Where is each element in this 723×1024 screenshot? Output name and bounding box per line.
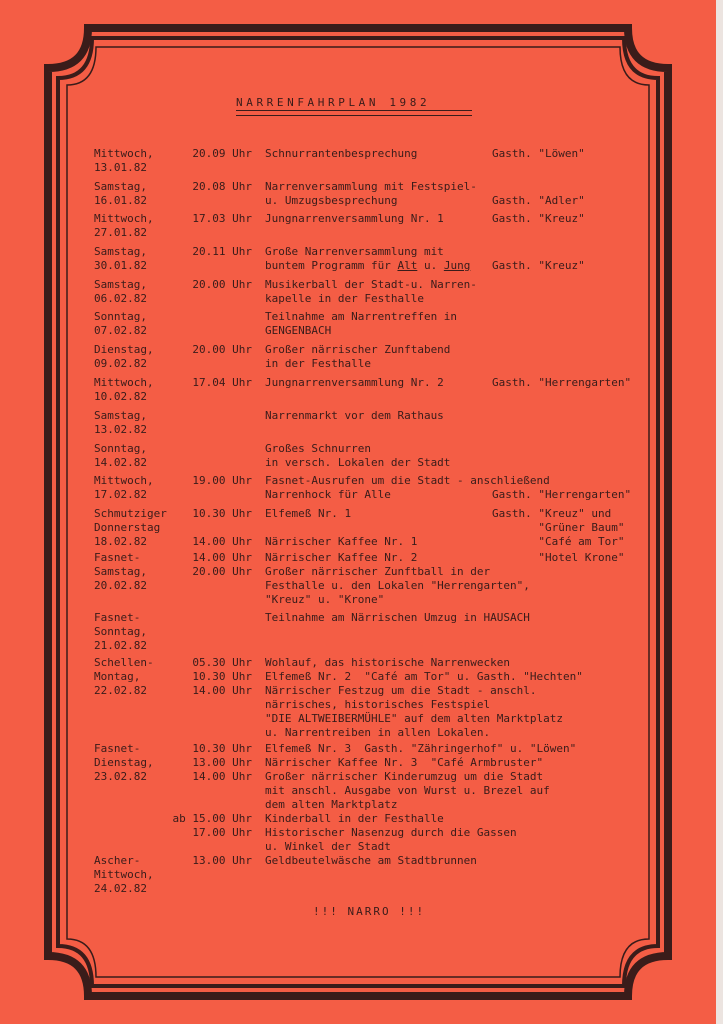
event-description-line: Fasnet-Ausrufen um die Stadt - anschließend [265, 474, 550, 487]
event-date-line: Fasnet- [94, 611, 141, 624]
event-time [168, 656, 252, 698]
event-time-line [168, 521, 252, 535]
event-time-line: 14.00 Uhr [192, 684, 252, 697]
event-description [265, 442, 495, 470]
event-date-line: Samstag, [94, 180, 147, 193]
event-date-line: 18.02.82 [94, 535, 147, 548]
event-description-line: mit anschl. Ausgabe von Wurst u. Brezel auf [265, 784, 550, 797]
event-date-line: Sonntag, [94, 442, 147, 455]
event-description-line: Narrenmarkt vor dem Rathaus [265, 409, 444, 422]
event-description [265, 343, 495, 371]
event-description [265, 656, 583, 740]
event-description-line: in versch. Lokalen der Stadt [265, 456, 451, 469]
event-date-line: Donnerstag [94, 521, 161, 534]
event-description-line: Elfemeß Nr. 3 Gasth. "Zähringerhof" u. "Löwen" [265, 742, 577, 755]
event-description-line: u. Winkel der Stadt [265, 840, 391, 853]
event-description-line: Großer närrischer Zunftabend [265, 343, 451, 356]
event-time-line: 10.30 Uhr [192, 670, 252, 683]
event-time-line: 17.00 Uhr [192, 826, 252, 839]
event-venue-line [492, 245, 652, 259]
event-time-line: 14.00 Uhr [192, 535, 252, 548]
event-time [168, 180, 252, 194]
event-description-line: dem alten Marktplatz [265, 798, 398, 811]
event-date-line: Samstag, [94, 409, 147, 422]
event-venue-line: Gasth. "Kreuz" und [492, 507, 612, 520]
event-time [168, 245, 252, 259]
event-venue-line: Gasth. "Kreuz" [492, 259, 585, 272]
event-venue [492, 474, 652, 502]
event-description-line: Große Narrenversammlung mit [265, 245, 444, 258]
event-date-line: 24.02.82 [94, 882, 147, 895]
event-date-line: 16.01.82 [94, 194, 147, 207]
event-venue-line [492, 180, 652, 194]
event-venue-line: "Grüner Baum" [492, 521, 625, 534]
paper-edge [716, 0, 723, 1024]
event-description-line: "Kreuz" u. "Krone" [265, 593, 385, 606]
event-description-line: Narrenversammlung mit Festspiel- [265, 180, 477, 193]
event-venue [492, 180, 652, 208]
event-date-line: Schmutziger [94, 507, 167, 520]
event-venue-line: Gasth. "Herrengarten" [492, 488, 632, 501]
event-time-line: 20.11 Uhr [192, 245, 252, 258]
event-description-line: Schnurrantenbesprechung [265, 147, 418, 160]
event-description-line: närrisches, historisches Festspiel [265, 698, 491, 711]
event-date-line: 20.02.82 [94, 579, 147, 592]
event-date [94, 611, 186, 653]
event-description-line: "DIE ALTWEIBERMÜHLE" auf dem alten Marktplatz [265, 712, 564, 725]
event-description [265, 409, 495, 423]
event-description-line: Historischer Nasenzug durch die Gassen [265, 826, 517, 839]
event-description [265, 854, 495, 868]
event-description-line: Festhalle u. den Lokalen "Herrengarten", [265, 579, 530, 592]
event-description-line: Närrischer Festzug um die Stadt - anschl. [265, 684, 537, 697]
event-date-line: 06.02.82 [94, 292, 147, 305]
event-venue-line: Gasth. "Adler" [492, 194, 585, 207]
event-time-line: 20.00 Uhr [192, 278, 252, 291]
event-venue-line: Gasth. "Herrengarten" [492, 376, 632, 389]
event-time [168, 343, 252, 357]
event-description-line: Jungnarrenversammlung Nr. 1 [265, 212, 444, 225]
event-date-line: 30.01.82 [94, 259, 147, 272]
underlined-word: Jung [443, 259, 471, 272]
event-date-line: Dienstag, [94, 343, 154, 356]
event-description-line: Teilnahme am Narrentreffen in [265, 310, 458, 323]
event-time [168, 551, 252, 579]
event-date-line: 07.02.82 [94, 324, 147, 337]
event-description-line [265, 521, 495, 535]
underlined-word: Alt [397, 259, 418, 272]
event-date-line: Mittwoch, [94, 474, 154, 487]
event-date-line: 23.02.82 [94, 770, 147, 783]
event-description-line: Närrischer Kaffee Nr. 3 "Café Armbruster" [265, 756, 544, 769]
event-date-line: Mittwoch, [94, 212, 154, 225]
event-time-line: 20.08 Uhr [192, 180, 252, 193]
event-date-line: Sonntag, [94, 310, 147, 323]
event-date-line: Fasnet- [94, 742, 141, 755]
event-date-line: 14.02.82 [94, 456, 147, 469]
event-time-line: 10.30 Uhr [192, 742, 252, 755]
event-date-line: 17.02.82 [94, 488, 147, 501]
event-date-line: Schellen- [94, 656, 154, 669]
event-description [265, 180, 495, 208]
text-segment: buntem Programm für [265, 259, 398, 272]
event-description-line: Jungnarrenversammlung Nr. 2 [265, 376, 444, 389]
event-description-line: Närrischer Kaffee Nr. 2 [265, 551, 418, 564]
event-time-line: 17.04 Uhr [192, 376, 252, 389]
event-date-line: Mittwoch, [94, 376, 154, 389]
event-description-line: in der Festhalle [265, 357, 371, 370]
event-description [265, 376, 495, 390]
narro-footer: !!! NARRO !!! [313, 905, 426, 918]
event-description [265, 212, 495, 226]
event-description-line: Teilnahme am Närrischen Umzug in HAUSACH [265, 611, 530, 624]
event-time [168, 278, 252, 292]
event-date-line: Mittwoch, [94, 147, 154, 160]
event-date-line: 09.02.82 [94, 357, 147, 370]
event-venue-line: Gasth. "Kreuz" [492, 212, 585, 225]
event-date [94, 409, 186, 437]
event-description-line: Großer närrischer Kinderumzug um die Stadt [265, 770, 544, 783]
event-description [265, 474, 550, 502]
event-description-line [265, 259, 495, 273]
event-time [168, 376, 252, 390]
event-description-line: u. Narrentreiben in allen Lokalen. [265, 726, 491, 739]
page-title: NARRENFAHRPLAN 1982 [236, 96, 431, 109]
event-venue [492, 551, 652, 565]
event-date-line: Samstag, [94, 565, 147, 578]
event-time-line: 17.03 Uhr [192, 212, 252, 225]
event-description [265, 611, 530, 625]
event-description-line: Musikerball der Stadt-u. Narren- [265, 278, 477, 291]
event-venue [492, 507, 652, 549]
event-time-line: ab 15.00 Uhr [172, 812, 252, 825]
event-time [168, 742, 252, 840]
event-date-line: Samstag, [94, 245, 147, 258]
event-date-line: Samstag, [94, 278, 147, 291]
event-description-line: Narrenhock für Alle [265, 488, 391, 501]
event-time-line: 14.00 Uhr [192, 551, 252, 564]
event-time-line: 20.00 Uhr [192, 565, 252, 578]
event-date-line: Sonntag, [94, 625, 147, 638]
event-description-line: Wohlauf, das historische Narrenwecken [265, 656, 511, 669]
event-date-line: Fasnet- [94, 551, 141, 564]
event-date [94, 442, 186, 470]
event-time-line: 20.09 Uhr [192, 147, 252, 160]
event-date-line: Montag, [94, 670, 141, 683]
event-date-line: Mittwoch, [94, 868, 154, 881]
event-description-line: Kinderball in der Festhalle [265, 812, 444, 825]
event-date-line: 27.01.82 [94, 226, 147, 239]
event-time-line: 19.00 Uhr [192, 474, 252, 487]
event-time-line: 10.30 Uhr [192, 507, 252, 520]
event-venue-line: Gasth. "Löwen" [492, 147, 585, 160]
event-venue [492, 147, 652, 161]
event-description [265, 245, 495, 273]
event-time [168, 474, 252, 488]
event-date-line: Dienstag, [94, 756, 154, 769]
event-date-line: Ascher- [94, 854, 141, 867]
event-date-line: 21.02.82 [94, 639, 147, 652]
event-time [168, 854, 252, 868]
event-time [168, 507, 252, 549]
event-time-line: 20.00 Uhr [192, 343, 252, 356]
event-description-line: Geldbeutelwäsche am Stadtbrunnen [265, 854, 477, 867]
event-time-line: 13.00 Uhr [192, 854, 252, 867]
event-venue-line: "Hotel Krone" [492, 551, 625, 564]
event-time [168, 212, 252, 226]
event-date-line: 13.01.82 [94, 161, 147, 174]
event-description [265, 551, 530, 607]
event-date-line: 10.02.82 [94, 390, 147, 403]
event-description [265, 742, 577, 854]
event-description-line: Elfemeß Nr. 2 "Café am Tor" u. Gasth. "Hechten" [265, 670, 583, 683]
event-date-line: 22.02.82 [94, 684, 147, 697]
event-description-line: Großer närrischer Zunftball in der [265, 565, 491, 578]
event-description-line: Großes Schnurren [265, 442, 371, 455]
event-date [94, 310, 186, 338]
event-venue [492, 376, 652, 390]
event-description-line: GENGENBACH [265, 324, 332, 337]
event-time-line: 13.00 Uhr [192, 756, 252, 769]
event-description [265, 278, 495, 306]
event-description-line: Närrischer Kaffee Nr. 1 [265, 535, 418, 548]
event-venue [492, 212, 652, 226]
event-description-line: Elfemeß Nr. 1 [265, 507, 352, 520]
event-time-line [168, 784, 252, 798]
event-description-line: u. Umzugsbesprechung [265, 194, 398, 207]
event-time-line: 05.30 Uhr [192, 656, 252, 669]
event-venue-line: "Café am Tor" [492, 535, 625, 548]
event-description [265, 507, 495, 549]
event-description-line: kapelle in der Festhalle [265, 292, 424, 305]
event-venue [492, 245, 652, 273]
text-segment: u. [417, 259, 444, 272]
event-time [168, 147, 252, 161]
event-time-line: 14.00 Uhr [192, 770, 252, 783]
event-date-line: 13.02.82 [94, 423, 147, 436]
event-venue-line [492, 474, 652, 488]
event-description [265, 147, 495, 161]
event-description [265, 310, 495, 338]
title-double-underline [236, 110, 472, 116]
event-time-line [168, 798, 252, 812]
